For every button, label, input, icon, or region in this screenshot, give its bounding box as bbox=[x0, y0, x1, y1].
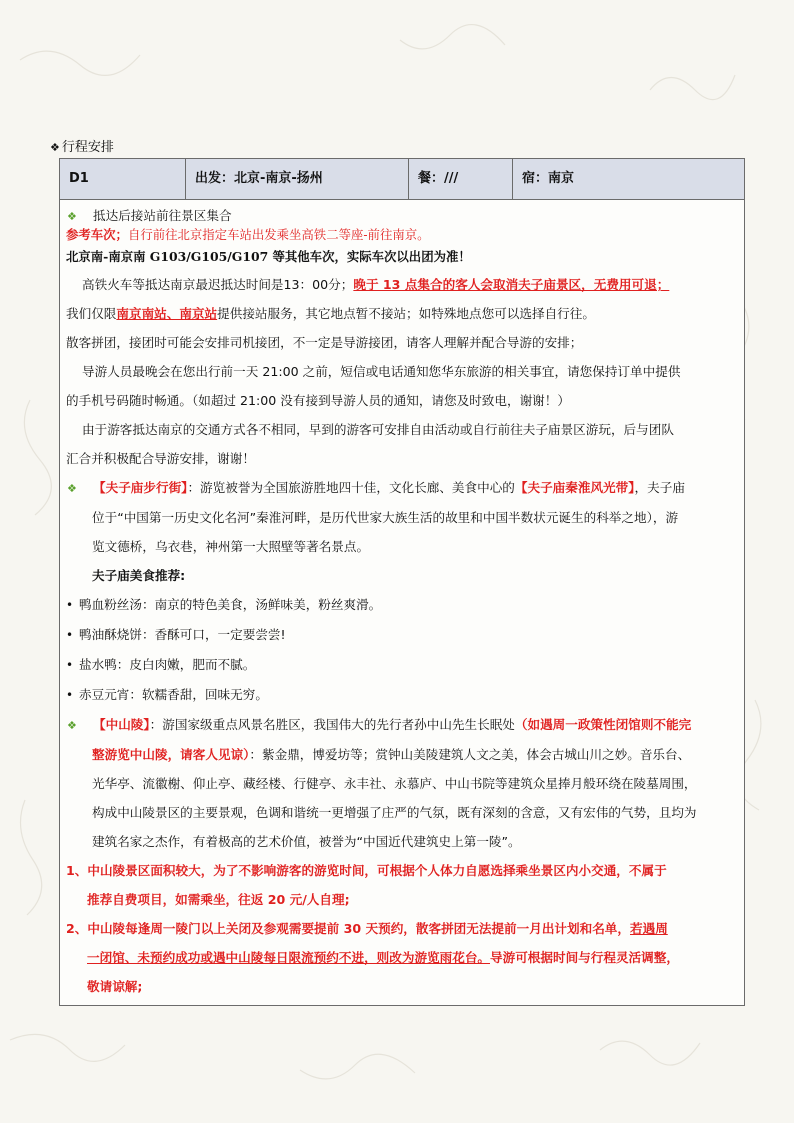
zsl-line-2 bbox=[60, 740, 744, 769]
diamond-icon: ❖ bbox=[50, 141, 60, 154]
early-line-2: 汇合并积极配合导游安排，谢谢！ bbox=[66, 451, 255, 466]
food-item-text: 鸭油酥烧饼：香酥可口，一定要尝尝! bbox=[79, 627, 286, 642]
ref-train-line bbox=[60, 226, 744, 244]
notice-line-2: 的手机号码随时畅通。（如超过 21:00 没有接到导游人员的通知，请您及时致电，谢谢！） bbox=[66, 393, 570, 408]
fzm-text-b: ，夫子庙 bbox=[634, 480, 685, 495]
food-item bbox=[60, 590, 744, 620]
stay-label: 宿：南京 bbox=[522, 171, 575, 186]
ref-train-label: 参考车次； bbox=[66, 227, 128, 242]
zsl-line-5: 建筑名家之杰作，有着极高的艺术价值，被誉为“中国近代建筑史上第一陵”。 bbox=[92, 834, 521, 849]
note-2-text-b: 导游可根据时间与行程灵活调整， bbox=[490, 950, 679, 965]
zsl-warning-a: （如遇周一政策性闭馆则不能完 bbox=[514, 717, 692, 732]
section-title bbox=[50, 139, 114, 157]
arrival-text: 高铁火车等抵达南京最迟抵达时间是13：00分； bbox=[82, 277, 354, 292]
zsl-line-4: 构成中山陵景区的主要景观，色调和谐统一更增强了庄严的气氛，既有深刻的含意，又有宏伟的气势，且均为 bbox=[92, 805, 697, 820]
station-highlight: 南京南站、南京站 bbox=[116, 306, 218, 321]
note-2-underline-a: 若遇周 bbox=[630, 921, 668, 936]
note-2-line-3: 敬请谅解; bbox=[87, 979, 143, 994]
bullet-dot-icon: • bbox=[66, 628, 74, 642]
food-item bbox=[60, 680, 744, 710]
food-item-text: 盐水鸭：皮白肉嫩，肥而不腻。 bbox=[79, 657, 256, 672]
clover-bullet-icon: ❖ bbox=[67, 210, 77, 223]
clover-bullet-icon: ❖ bbox=[67, 719, 77, 732]
zsl-text-a: ：游国家级重点风景名胜区，我国伟大的先行者孙中山先生长眠处 bbox=[149, 717, 515, 732]
day-label: D1 bbox=[60, 159, 186, 199]
food-item-text: 赤豆元宵：软糯香甜，回味无穷。 bbox=[79, 687, 268, 702]
note-1-line-1: 1、中山陵景区面积较大，为了不影响游客的游览时间，可根据个人体力自愿选择乘坐景区内小交通，不属于 bbox=[66, 863, 667, 878]
zsl-line-3: 光华亭、流徽榭、仰止亭、藏经楼、行健亭、永丰社、永慕庐、中山书院等建筑众星捧月般环绕在陵墓周围， bbox=[92, 776, 697, 791]
fzm-line-1 bbox=[60, 473, 744, 503]
fzm-text-a: ：游览被誉为全国旅游胜地四十佳，文化长廊、美食中心的 bbox=[187, 480, 515, 495]
zsl-line-1 bbox=[60, 710, 744, 740]
fzm-title: 【夫子庙步行街】 bbox=[93, 480, 188, 495]
note-2-text-a: 2、中山陵每逢周一陵门以上关闭及参观需要提前 30 天预约，散客拼团无法提前一月出计划和名单， bbox=[66, 921, 630, 936]
food-item-text: 鸭血粉丝汤：南京的特色美食，汤鲜味美，粉丝爽滑。 bbox=[79, 597, 382, 612]
station-line bbox=[60, 299, 744, 328]
ref-train-text: 自行前往北京指定车站出发乘坐高铁二等座-前往南京。 bbox=[127, 227, 430, 242]
group-line: 散客拼团，接团时可能会安排司机接团，不一定是导游接团，请客人理解并配合导游的安排； bbox=[66, 335, 583, 350]
early-line-1: 由于游客抵达南京的交通方式各不相同，早到的游客可安排自由活动或自行前往夫子庙景区游玩，后与团队 bbox=[82, 422, 674, 437]
section-title-text: 行程安排 bbox=[61, 140, 114, 155]
arrival-line bbox=[60, 270, 744, 299]
day-body bbox=[60, 200, 744, 1005]
fzm-title2: 【夫子庙秦淮风光带】 bbox=[514, 480, 635, 495]
arrive-text: 抵达后接站前往景区集合 bbox=[93, 208, 232, 223]
clover-bullet-icon: ❖ bbox=[67, 482, 77, 495]
station-text-a: 我们仅限 bbox=[66, 306, 117, 321]
food-item bbox=[60, 620, 744, 650]
zsl-text-b: ：紫金鼎，博爱坊等；赏钟山美陵建筑人文之美，体会古城山川之妙。音乐台、 bbox=[249, 747, 691, 762]
bullet-dot-icon: • bbox=[66, 688, 74, 702]
route-label: 出发：北京-南京-扬州 bbox=[186, 159, 409, 199]
note-1-line-2: 推荐自费项目，如需乘坐，往返 20 元/人自理; bbox=[87, 892, 350, 907]
bullet-dot-icon: • bbox=[66, 598, 74, 612]
day-table bbox=[59, 158, 745, 1006]
station-text-c: 提供接站服务，其它地点暂不接站；如特殊地点您可以选择自行往。 bbox=[217, 306, 595, 321]
arrive-line bbox=[60, 207, 744, 226]
ref-train-line2: 北京南-南京南 G103/G105/G107 等其他车次，实际车次以出团为准！ bbox=[66, 249, 471, 264]
note-2-underline-b: 一闭馆、未预约成功或遇中山陵每日限流预约不进，则改为游览雨花台。 bbox=[87, 950, 490, 965]
fzm-line-3: 览文德桥，乌衣巷，神州第一大照壁等著名景点。 bbox=[92, 539, 370, 554]
food-title: 夫子庙美食推荐: bbox=[92, 568, 186, 583]
arrival-warning: 晚于 13 点集合的客人会取消夫子庙景区，无费用可退； bbox=[353, 277, 670, 292]
food-item bbox=[60, 650, 744, 680]
note-2-line-1 bbox=[60, 914, 744, 943]
bullet-dot-icon: • bbox=[66, 658, 74, 672]
note-2-line-2 bbox=[60, 943, 744, 972]
notice-line-1: 导游人员最晚会在您出行前一天 21:00 之前，短信或电话通知您华东旅游的相关事宜，请您保持订单中提供 bbox=[82, 364, 681, 379]
meals-label: 餐：/// bbox=[409, 159, 513, 199]
zsl-title: 【中山陵】 bbox=[93, 717, 150, 732]
fzm-line-2: 位于“中国第一历史文化名河”秦淮河畔，是历代世家大族生活的故里和中国半数状元诞生的科举之地），游 bbox=[92, 510, 679, 525]
zsl-warning-b: 整游览中山陵，请客人见谅） bbox=[92, 747, 250, 762]
day-header-row bbox=[60, 159, 744, 200]
